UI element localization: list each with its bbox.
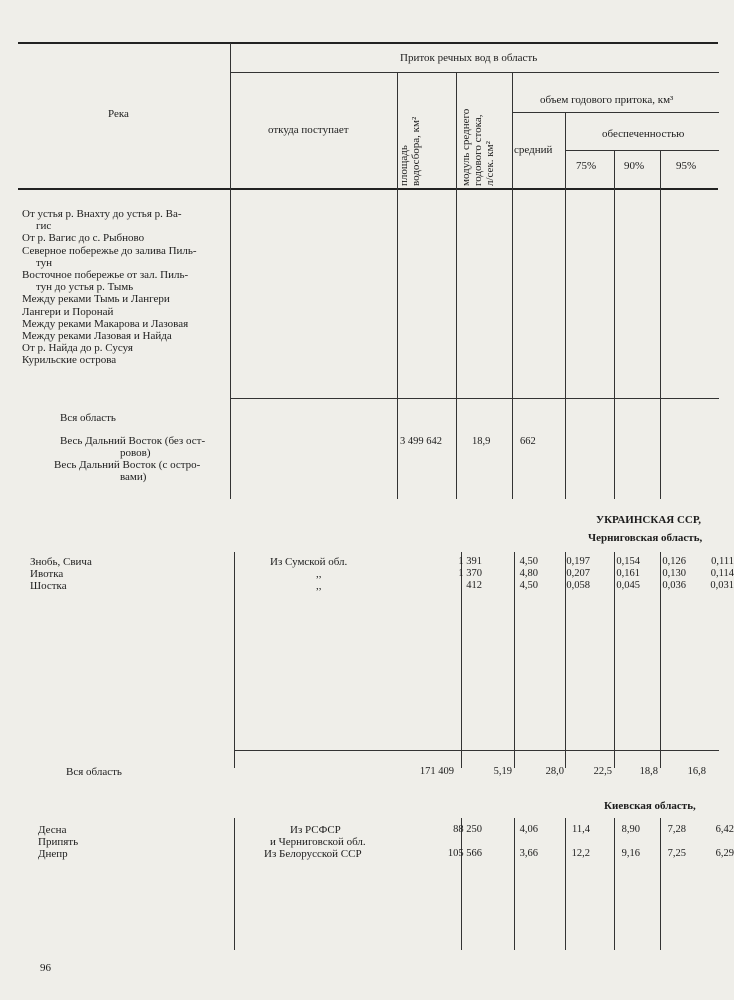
header-area-line2: водосбора, км² (410, 116, 422, 186)
kiev-row-3 (38, 848, 734, 860)
river-name: Ивотка (30, 568, 64, 580)
kiev-row-2 (38, 836, 720, 848)
area-value: 412 (466, 580, 482, 591)
col-divider-area (456, 72, 457, 499)
p95-value: 6,42 (715, 824, 734, 835)
area-value: 1 370 (458, 568, 482, 579)
p75-value: 22,5 (593, 766, 612, 777)
table-top-rule (18, 42, 718, 44)
header-p95: 95% (676, 160, 697, 172)
col-divider-reka (230, 43, 231, 499)
header-bottom-rule (18, 188, 718, 190)
header-p90: 90% (624, 160, 645, 172)
summary-area: 3 499 642 (400, 436, 442, 447)
p90-value: 0,130 (662, 568, 686, 579)
list-item: Между реками Лазовая и Найда (22, 330, 172, 343)
source-region: Из Сумской обл. (270, 556, 348, 568)
p90-value: 0,126 (662, 556, 686, 567)
river-name: Днепр (38, 848, 68, 860)
list-item: тун (36, 256, 53, 269)
summary-dv2-line1: Весь Дальний Восток (с остро- (54, 459, 201, 471)
header-obesp: обеспеченностью (602, 128, 685, 140)
section-chernigov: Черниговская область, (588, 532, 703, 544)
modul-value: 4,06 (519, 824, 538, 835)
header-rule-obem (512, 112, 719, 113)
p90-value: 7,25 (667, 848, 686, 859)
sredn-value: 0,207 (566, 568, 590, 579)
list-item: Восточное побережье от зал. Пиль- (22, 269, 189, 282)
modul-value: 4,50 (519, 556, 538, 567)
river-name: Припять (38, 836, 79, 848)
p95-value: 0,031 (710, 580, 734, 591)
summary-dv2 (54, 459, 200, 483)
river-name: Шостка (30, 580, 67, 592)
section-ussr: УКРАИНСКАЯ ССР, (596, 514, 701, 526)
p90-value: 18,8 (639, 766, 658, 777)
p75-value: 8,90 (621, 824, 640, 835)
col-divider-sredn (565, 112, 566, 499)
list-item: Лангери и Поронай (22, 305, 114, 318)
source-region: и Черниговской обл. (270, 836, 366, 848)
sredn-value: 11,4 (572, 824, 590, 835)
p75-value: 0,045 (616, 580, 640, 591)
sredn-value: 12,2 (571, 848, 590, 859)
total-label: Вся область (66, 766, 122, 778)
kiev-row-1 (38, 824, 734, 836)
section-kiev: Киевская область, (604, 800, 696, 812)
area-value: 88 250 (453, 824, 482, 835)
top-river-list (22, 208, 197, 367)
modul-value: 3,66 (519, 848, 538, 859)
p95-value: 16,8 (687, 766, 706, 777)
summary-dv1-line1: Весь Дальний Восток (без ост- (60, 435, 206, 447)
sredn-value: 0,197 (566, 556, 590, 567)
list-item: тун до устья р. Тымь (36, 281, 134, 294)
summary-modul: 18,9 (472, 436, 491, 447)
list-item: От р. Найда до р. Сусуя (22, 342, 133, 355)
header-modul-line1: модуль среднего (460, 108, 472, 186)
summary-sredn: 662 (520, 436, 536, 447)
header-rule-pritok (230, 72, 719, 73)
river-name: Знобь, Свича (30, 556, 92, 568)
source-region: Из Белорусской ССР (264, 848, 362, 860)
p75-value: 0,161 (616, 568, 640, 579)
summary-dv2-line2: вами) (120, 471, 147, 483)
chern-row-1 (30, 556, 734, 568)
col-divider-90 (660, 150, 661, 499)
list-item: Между реками Тымь и Лангери (22, 293, 170, 306)
header-obem: объем годового притока, км³ (540, 94, 674, 106)
area-value: 1 391 (458, 556, 482, 567)
page-number: 96 (40, 962, 51, 974)
area-value: 171 409 (419, 766, 454, 777)
header-sredniy: средний (514, 144, 553, 156)
list-item: Северное побережье до залива Пиль- (22, 244, 197, 257)
list-item: От р. Вагис до с. Рыбново (22, 232, 145, 245)
modul-value: 4,50 (519, 580, 538, 591)
header-modul-line2: годового стока, (472, 114, 484, 186)
header-otkuda: откуда поступает (268, 124, 349, 136)
chern-row-3 (30, 580, 734, 592)
list-item: гис (36, 220, 52, 233)
summary-vsya: Вся область (60, 412, 116, 424)
header-area-line1: площадь (398, 145, 410, 186)
summary-rule (230, 398, 719, 399)
chern-total-rule (234, 750, 719, 751)
summary-dv1 (60, 435, 205, 459)
sredn-value: 28,0 (545, 766, 564, 777)
p75-value: 0,154 (616, 556, 640, 567)
summary-dv1-line2: ровов) (120, 447, 151, 459)
river-name: Десна (38, 824, 67, 836)
sredn-value: 0,058 (566, 580, 590, 591)
header-reka: Река (108, 108, 129, 120)
p95-value: 0,111 (711, 556, 734, 567)
list-item: Между реками Макарова и Лазовая (22, 317, 189, 330)
source-region: Из РСФСР (290, 824, 341, 836)
p75-value: 9,16 (621, 848, 640, 859)
source-region: ,, (316, 568, 322, 580)
p90-value: 0,036 (662, 580, 686, 591)
header-p75: 75% (576, 160, 597, 172)
p95-value: 6,29 (715, 848, 734, 859)
p95-value: 0,114 (710, 568, 734, 579)
modul-value: 4,80 (519, 568, 538, 579)
list-item: От устья р. Внахту до устья р. Ва- (22, 208, 182, 220)
col-divider-modul (512, 72, 513, 499)
list-item: Курильские острова (22, 354, 117, 367)
p90-value: 7,28 (667, 824, 686, 835)
header-modul-line3: л/сек. км² (484, 141, 496, 186)
col-divider-75 (614, 150, 615, 499)
modul-value: 5,19 (493, 766, 512, 777)
chern-total-row (66, 766, 720, 778)
header-pritok: Приток речных вод в область (400, 52, 538, 64)
header-rule-obesp (565, 150, 719, 151)
source-region: ,, (316, 580, 322, 592)
header-area (398, 117, 422, 186)
header-modul (460, 109, 496, 186)
area-value: 105 566 (447, 848, 482, 859)
chern-row-2 (30, 568, 734, 580)
